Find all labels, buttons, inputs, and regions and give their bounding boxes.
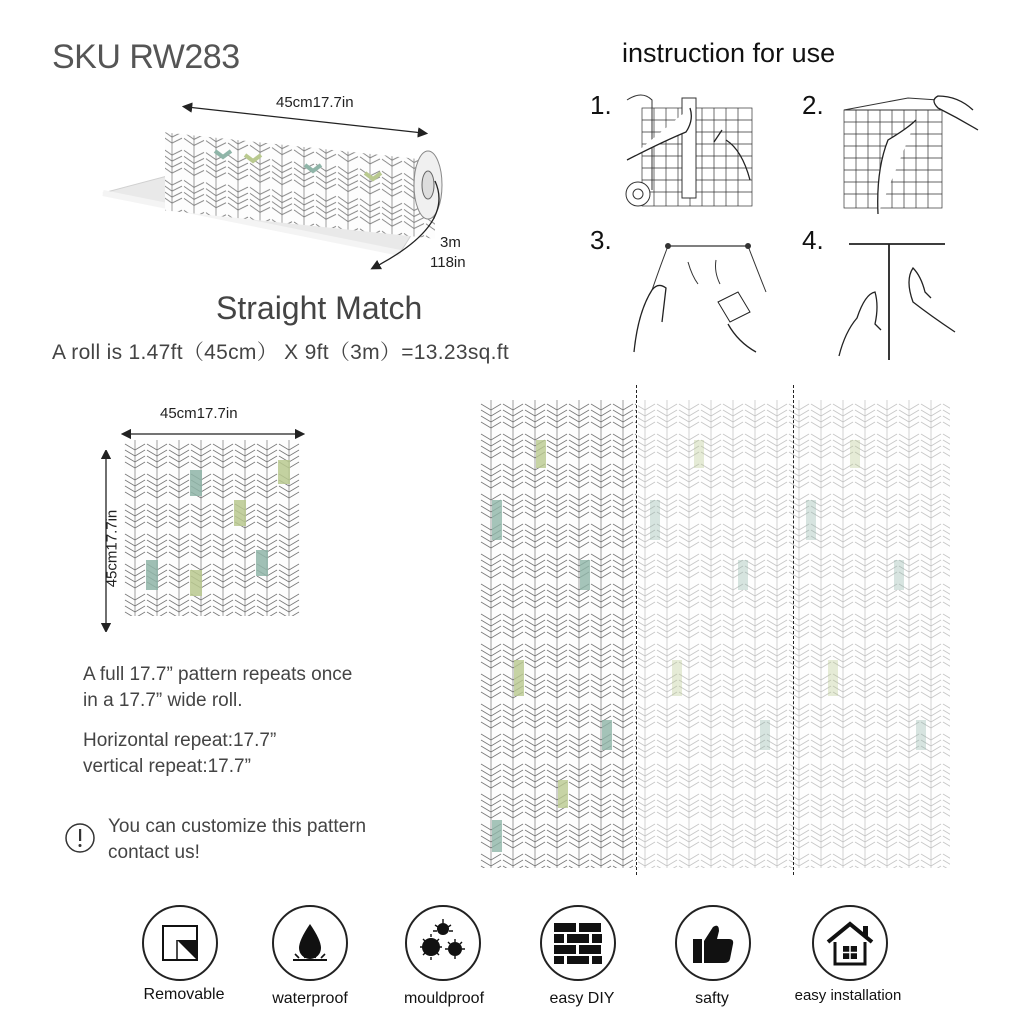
swatch-height-label: 45cm17.7in	[103, 509, 121, 588]
brick-wall-icon	[540, 905, 616, 981]
panel-faded-1	[638, 400, 794, 868]
removable-label: Removable	[143, 986, 225, 1003]
waterproof-feature	[272, 905, 348, 981]
thumbs-up-icon	[675, 905, 751, 981]
pattern-info-line2: in a 17.7” wide roll.	[83, 690, 243, 711]
waterproof-label: waterproof	[272, 990, 348, 1007]
hang-align-icon	[628, 232, 768, 357]
easy-installation-feature	[812, 905, 888, 981]
pattern-info	[83, 662, 453, 780]
easy-installation-label: easy installation	[794, 987, 902, 1004]
roll-length-label-in: 118in	[430, 254, 466, 271]
seam-line-1	[636, 385, 639, 875]
swatch-width-label: 45cm17.7in	[160, 405, 238, 422]
horizontal-repeat: Horizontal repeat:17.7”	[83, 730, 277, 751]
step-2-number: 2.	[802, 90, 824, 120]
pattern-panels	[480, 400, 950, 870]
sku-label: SKU RW283	[52, 38, 240, 76]
measure-cut-icon	[622, 90, 757, 210]
wallpaper-roll-figure	[95, 85, 485, 275]
step-3-number: 3.	[590, 225, 612, 255]
easy-diy-feature	[540, 905, 616, 981]
customize-notice	[108, 814, 468, 866]
pattern-swatch	[124, 440, 300, 616]
smooth-press-icon	[835, 232, 980, 362]
house-icon	[812, 905, 888, 981]
peel-backing-icon	[838, 90, 983, 215]
safety-feature	[675, 905, 751, 981]
mould-spores-icon	[405, 905, 481, 981]
easy-diy-label: easy DIY	[549, 990, 615, 1007]
step-4-number: 4.	[802, 225, 824, 255]
removable-feature	[142, 905, 218, 981]
safety-label: safty	[695, 990, 729, 1007]
roll-width-label: 45cm17.7in	[276, 94, 354, 111]
seam-line-2	[793, 385, 796, 875]
notice-line2: contact us!	[108, 842, 200, 863]
instructions-title: instruction for use	[622, 38, 836, 68]
notice-line1: You can customize this pattern	[108, 816, 367, 837]
mouldproof-feature	[405, 905, 481, 981]
match-title: Straight Match	[216, 290, 423, 326]
mouldproof-label: mouldproof	[403, 990, 485, 1007]
step-1-number: 1.	[590, 90, 612, 120]
roll-size-text: A roll is 1.47ft（45cm） X 9ft（3m）=13.23sq.ft	[52, 341, 510, 364]
exclamation-circle-icon	[64, 822, 96, 854]
water-drop-icon	[272, 905, 348, 981]
vertical-repeat: vertical repeat:17.7”	[83, 756, 251, 777]
roll-length-label-m: 3m	[440, 234, 461, 251]
peel-corner-icon	[142, 905, 218, 981]
pattern-info-line1: A full 17.7” pattern repeats once	[83, 664, 353, 685]
panel-faded-2	[794, 400, 950, 868]
